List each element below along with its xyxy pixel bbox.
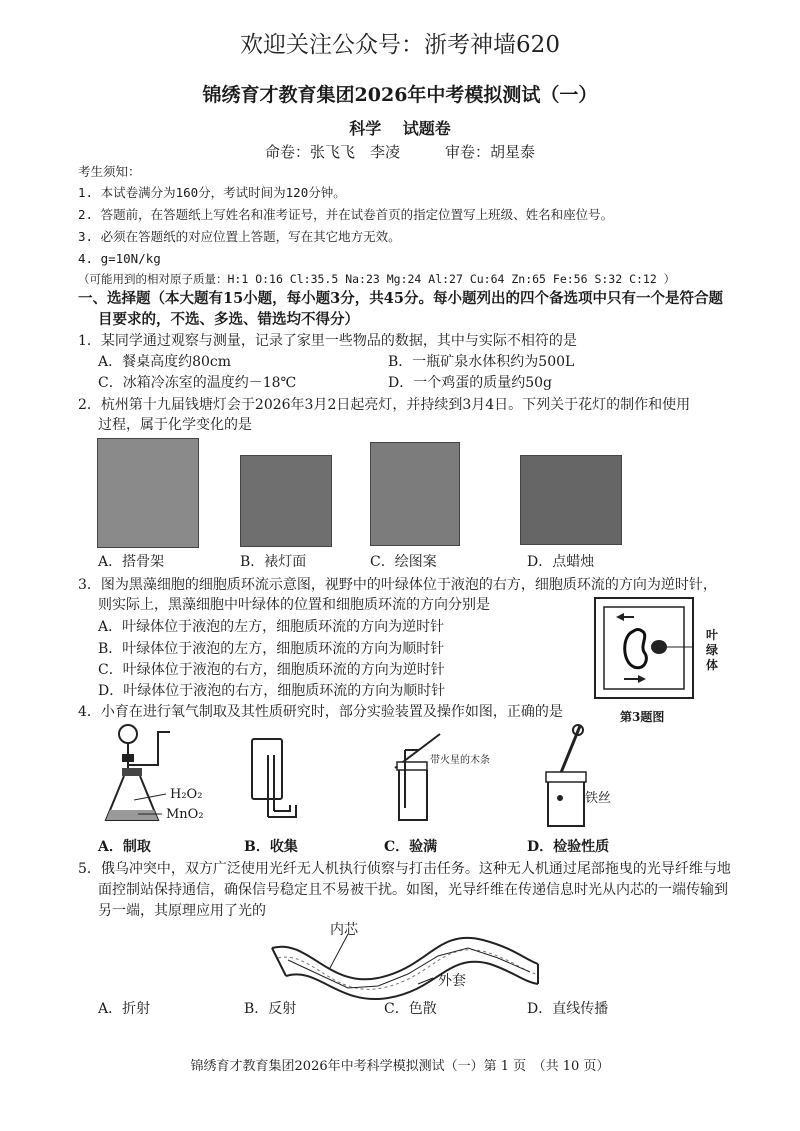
exam-authors: 命卷：张飞飞 李凌 审卷：胡星泰: [264, 143, 535, 161]
q5-stem-line1: 5．俄乌冲突中，双方广泛使用光纤无人机执行侦察与打击任务。这种无人机通过尾部拖曳的光导纤维与地: [78, 861, 731, 877]
q5-optical-fiber-diagram: [268, 918, 543, 1008]
banner: 欢迎关注公众号：浙考神墙620: [240, 32, 560, 58]
q5-stem-line2: 面控制站保持通信，确保信号稳定且不易被干扰。如图，光导纤维在传递信息时光从内芯的一端传输到: [98, 882, 728, 898]
q1-option-b: B．一瓶矿泉水体积约为500L: [388, 354, 575, 370]
q1-option-a: A．餐桌高度约80cm: [98, 354, 232, 370]
q2-photo-d-candle: [520, 455, 622, 545]
notice-item-3: 3. 必须在答题纸的对应位置上答题，写在其它地方无效。: [78, 229, 401, 244]
q5-option-c: C．色散: [384, 1001, 437, 1017]
q5-stem-line3: 另一端，其原理应用了光的: [98, 903, 266, 919]
q4-option-b: B．收集: [244, 839, 298, 855]
q3-stem-line1: 3．图为黑藻细胞的细胞质环流示意图，视野中的叶绿体位于液泡的右方，细胞质环流的方向为逆时针，: [78, 577, 717, 593]
q5-option-d: D．直线传播: [527, 1001, 609, 1017]
q3-option-c: C．叶绿体位于液泡的右方，细胞质环流的方向为逆时针: [98, 662, 445, 678]
q5-option-a: A．折射: [98, 1001, 151, 1017]
notice-item-1: 1. 本试卷满分为160分，考试时间为120分钟。: [78, 185, 346, 200]
q2-option-c: C．绘图案: [370, 554, 437, 570]
q4-apparatus-c-full-test: [385, 728, 445, 828]
q2-stem-line1: 2．杭州第十九届钱塘灯会于2026年3月2日起亮灯，并持续到3月4日。下列关于花灯的制作和使用: [78, 397, 691, 413]
q3-option-b: B．叶绿体位于液泡的左方，细胞质环流的方向为顺时针: [98, 641, 445, 657]
q2-photo-b-lantern: [240, 455, 332, 547]
q2-stem-line2: 过程，属于化学变化的是: [98, 417, 252, 433]
q5-core-label: 内芯: [330, 922, 358, 938]
q3-option-a: A．叶绿体位于液泡的左方，细胞质环流的方向为逆时针: [98, 619, 445, 635]
exam-title: 锦绣育才教育集团2026年中考模拟测试（一）: [202, 84, 598, 106]
q4-option-d: D．检验性质: [527, 839, 610, 855]
q1-option-d: D．一个鸡蛋的质量约50g: [388, 375, 553, 391]
notice-heading: 考生须知：: [78, 164, 141, 179]
q1-option-c: C．冰箱冷冻室的温度约－18℃: [98, 375, 297, 391]
q4-apparatus-b-collection: [246, 735, 306, 830]
q2-photo-a-frame: [97, 438, 199, 548]
q3-stem-line2: 则实际上，黑藻细胞中叶绿体的位置和细胞质环流的方向分别是: [98, 597, 490, 613]
q4-h2o2-label: H₂O₂: [170, 787, 203, 802]
section-heading-line2: 目要求的，不选、多选、错选均不得分）: [98, 311, 359, 328]
q2-photo-c-painting: [370, 442, 460, 546]
q4-apparatus-d-property-test: [538, 720, 618, 832]
q3-option-d: D．叶绿体位于液泡的右方，细胞质环流的方向为顺时针: [98, 683, 446, 699]
q4-option-a: A．制取: [98, 839, 151, 855]
q5-cladding-label: 外套: [438, 973, 466, 989]
q4-option-c: C．验满: [384, 839, 438, 855]
notice-item-4: 4. g=10N/kg: [78, 251, 161, 266]
atomic-masses: （可能用到的相对原子质量：H:1 O:16 Cl:35.5 Na:23 Mg:24 Al:27 Cu:64 Zn:65 Fe:56 S:32 C:12 ）: [78, 272, 676, 286]
section-heading-line1: 一、选择题（本大题有15小题，每小题3分，共45分。每小题列出的四个备选项中只有一个是符合题: [78, 290, 723, 307]
q4-mno2-label: MnO₂: [166, 807, 204, 822]
q3-chloroplast-label: 叶绿体: [706, 628, 719, 672]
q4-glowing-stick-label: 带火星的木条: [430, 755, 490, 766]
q2-option-b: B．裱灯面: [240, 554, 307, 570]
q4-stem: 4．小育在进行氧气制取及其性质研究时，部分实验装置及操作如图，正确的是: [78, 704, 563, 720]
q5-option-b: B．反射: [244, 1001, 297, 1017]
exam-subtitle: 科学 试题卷: [349, 119, 451, 138]
page-footer: 锦绣育才教育集团2026年中考科学模拟测试（一）第 1 页 （共 10 页）: [190, 1059, 610, 1074]
q3-figure-caption: 第3题图: [620, 710, 665, 724]
notice-item-2: 2. 答题前，在答题纸上写姓名和准考证号，并在试卷首页的指定位置写上班级、姓名和座位号。: [78, 207, 614, 222]
q3-cell-diagram: [594, 597, 704, 703]
q1-stem: 1．某同学通过观察与测量，记录了家里一些物品的数据，其中与实际不相符的是: [78, 333, 577, 349]
q2-option-d: D．点蜡烛: [527, 554, 595, 570]
q4-apparatus-a-generation: [98, 720, 228, 832]
q4-iron-wire-label: 铁丝: [585, 791, 612, 806]
q2-option-a: A．搭骨架: [98, 554, 165, 570]
